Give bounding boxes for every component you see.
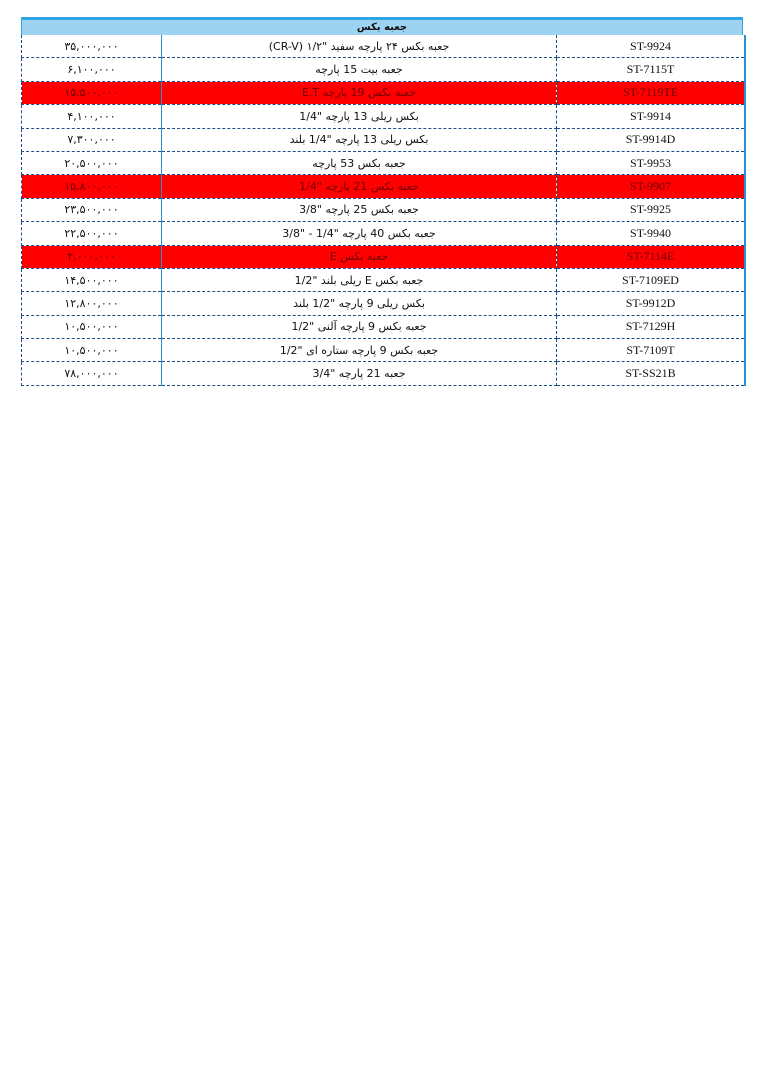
price-cell: ۱۲,۸۰۰,۰۰۰ [22,292,162,315]
description-cell: بکس ریلی 9 پارچه "1/2 بلند [162,292,557,315]
table-row [22,245,746,268]
table-row [22,339,746,362]
table-title: جعبه بکس [21,17,743,35]
table-row [22,292,746,315]
description-cell: جعبه بیت 15 پارچه [162,58,557,81]
code-cell: ST-7115T [557,58,746,81]
description-cell: بکس ریلی 13 پارچه "1/4 [162,105,557,128]
price-cell: ۲۳,۵۰۰,۰۰۰ [22,198,162,221]
price-cell: ۴,۱۰۰,۰۰۰ [22,105,162,128]
description-cell: جعبه بکس 40 پارچه "1/4 - "3/8 [162,222,557,245]
code-cell: ST-9912D [557,292,746,315]
code-cell: ST-7109T [557,339,746,362]
code-cell: ST-9907 [557,175,746,198]
table-row [22,128,746,151]
table-row [22,58,746,81]
price-cell: ۱۵,۸۰۰,۰۰۰ [22,175,162,198]
price-cell: ۷۸,۰۰۰,۰۰۰ [22,362,162,385]
price-cell: ۲,۰۰۰,۰۰۰ [22,245,162,268]
price-cell: ۱۰,۵۰۰,۰۰۰ [22,315,162,338]
table-row [22,222,746,245]
code-cell: ST-7119TE [557,81,746,104]
table-row [22,175,746,198]
table-row [22,315,746,338]
description-cell: جعبه بکس 25 پارچه "3/8 [162,198,557,221]
description-cell: جعبه بکس 19 پارچه E.T [162,81,557,104]
code-cell: ST-7109ED [557,268,746,291]
price-list-sheet [21,17,743,386]
price-cell: ۶,۱۰۰,۰۰۰ [22,58,162,81]
code-cell: ST-9924 [557,35,746,58]
description-cell: جعبه 21 پارچه "3/4 [162,362,557,385]
table-row [22,198,746,221]
price-table [21,35,746,386]
table-row [22,362,746,385]
description-cell: جعبه بکس 21 پارچه "1/4 [162,175,557,198]
code-cell: ST-9940 [557,222,746,245]
description-cell: جعبه بکس ۲۴ پارچه سفید "۱/۲ (CR-V) [162,35,557,58]
price-cell: ۲۰,۵۰۰,۰۰۰ [22,151,162,174]
price-cell: ۲۲,۵۰۰,۰۰۰ [22,222,162,245]
price-table-body [22,35,746,385]
description-cell: جعبه بکس 9 پارچه ستاره ای "1/2 [162,339,557,362]
description-cell: جعبه بکس 9 پارچه آلنی "1/2 [162,315,557,338]
code-cell: ST-7114E [557,245,746,268]
code-cell: ST-SS21B [557,362,746,385]
price-cell: ۳۵,۰۰۰,۰۰۰ [22,35,162,58]
description-cell: جعبه بکس 53 پارچه [162,151,557,174]
table-row [22,35,746,58]
description-cell: بکس ریلی 13 پارچه "1/4 بلند [162,128,557,151]
code-cell: ST-9953 [557,151,746,174]
table-row [22,151,746,174]
description-cell: جعبه بکس E ریلی بلند "1/2 [162,268,557,291]
price-cell: ۷,۳۰۰,۰۰۰ [22,128,162,151]
code-cell: ST-9914D [557,128,746,151]
code-cell: ST-7129H [557,315,746,338]
price-cell: ۱۰,۵۰۰,۰۰۰ [22,339,162,362]
table-row [22,81,746,104]
code-cell: ST-9914 [557,105,746,128]
table-row [22,268,746,291]
table-row [22,105,746,128]
code-cell: ST-9925 [557,198,746,221]
price-cell: ۱۵,۵۰۰,۰۰۰ [22,81,162,104]
description-cell: جعبه بکس E [162,245,557,268]
price-cell: ۱۴,۵۰۰,۰۰۰ [22,268,162,291]
